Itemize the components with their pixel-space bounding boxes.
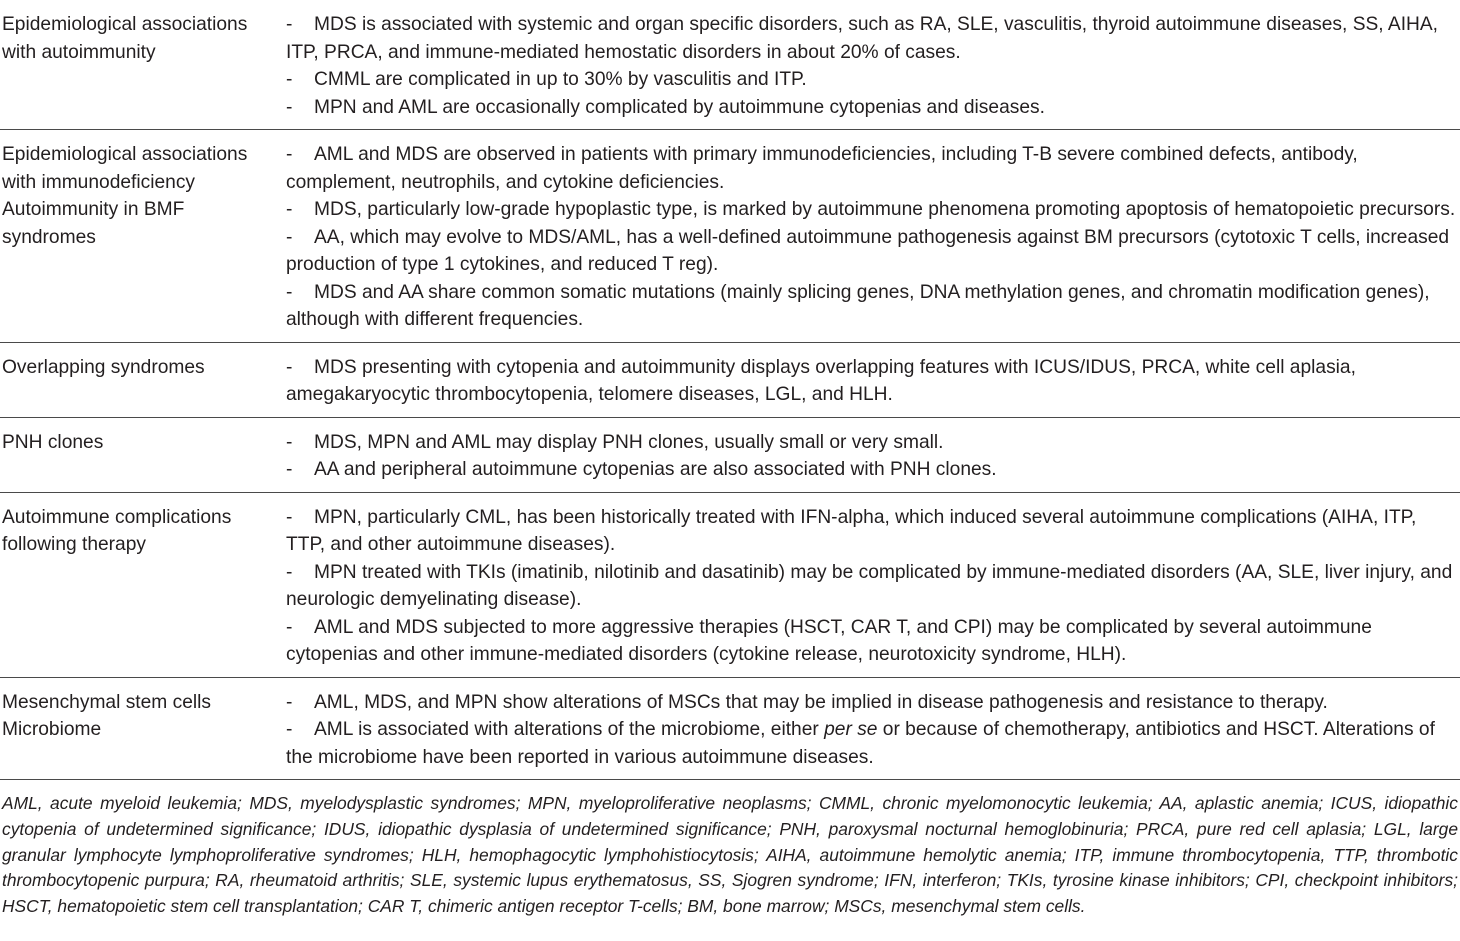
description-cell: [286, 0, 1460, 130]
item-text-end: or because of chemotherapy, antibiotics and HSCT. Alterations of the microbiome have been reported in various autoimmune diseases.: [286, 719, 1435, 768]
table-row: [0, 130, 1460, 343]
category-cell: [0, 342, 286, 417]
bullet-dash: -: [286, 144, 293, 165]
list-item: [286, 94, 1456, 122]
table-row: [0, 0, 1460, 130]
item-text: AML, MDS, and MPN show alterations of MSCs that may be implied in disease pathogenesis and resistance to therapy.: [314, 691, 1328, 713]
bullet-dash: -: [286, 96, 293, 118]
category-line: syndromes: [2, 226, 96, 248]
item-text: AA, which may evolve to MDS/AML, has a well-defined autoimmune pathogenesis against BM precursors (cytotoxic T cells, increased production of type 1 cytokines, and reduced T reg).: [286, 226, 1450, 275]
bullet-dash: -: [286, 431, 293, 453]
table-row: [0, 492, 1460, 677]
bullet-dash: -: [286, 226, 293, 248]
item-text: MDS, MPN and AML may display PNH clones, usually small or very small.: [314, 431, 944, 453]
list-item: [286, 11, 1456, 66]
item-text: MDS, particularly low-grade hypoplastic type, is marked by autoimmune phenomena promoting apoptosis of hematopoietic precursors.: [314, 199, 1456, 220]
bullet-dash: -: [286, 356, 293, 378]
table-row: [0, 342, 1460, 417]
bullet-dash: -: [286, 14, 293, 35]
item-text: AML and MDS are observed in patients with primary immunodeficiencies, including T-B severe combined defects, antibody, complement, neutrophils, and cytokine deficiencies.: [286, 144, 1358, 193]
bullet-dash: -: [286, 561, 293, 583]
category-line: Epidemiological associations: [2, 144, 248, 165]
list-item: [286, 66, 1456, 94]
item-text: MPN and AML are occasionally complicated by autoimmune cytopenias and diseases.: [314, 96, 1045, 118]
description-cell: [286, 677, 1460, 780]
list-item: [286, 716, 1456, 771]
bullet-dash: -: [286, 69, 293, 90]
list-item: [286, 429, 1456, 457]
bullet-dash: -: [286, 506, 293, 528]
category-cell: [0, 0, 286, 130]
list-item: [286, 279, 1456, 334]
description-cell: [286, 342, 1460, 417]
category-line: PNH clones: [2, 431, 104, 453]
category-line: Autoimmune complications: [2, 506, 232, 528]
list-item: [286, 614, 1456, 669]
category-line: Mesenchymal stem cells: [2, 691, 211, 713]
item-text: MPN, particularly CML, has been historically treated with IFN-alpha, which induced several autoimmune complications (AIHA, ITP, TTP, and other autoimmune diseases).: [286, 506, 1417, 555]
category-cell: [0, 417, 286, 492]
item-text: MDS presenting with cytopenia and autoimmunity displays overlapping features with ICUS/IDUS, PRCA, white cell aplasia, amegakaryocytic thrombocytopenia, telomere diseases, LGL, and HLH.: [286, 356, 1356, 405]
item-text-start: AML is associated with alterations of the microbiome, either: [314, 719, 825, 740]
description-cell: [286, 492, 1460, 677]
item-text: MDS and AA share common somatic mutations (mainly splicing genes, DNA methylation genes, and chromatin modification genes), although with different frequencies.: [286, 281, 1430, 330]
table-row: [0, 417, 1460, 492]
category-line: following therapy: [2, 534, 146, 555]
item-text: MPN treated with TKIs (imatinib, nilotinib and dasatinib) may be complicated by immune-mediated disorders (AA, SLE, liver injury, and neurologic demyelinating disease).: [286, 561, 1453, 610]
bullet-dash: -: [286, 459, 293, 480]
bullet-dash: -: [286, 691, 293, 713]
category-line: Microbiome: [2, 719, 102, 740]
item-text: CMML are complicated in up to 30% by vasculitis and ITP.: [314, 69, 807, 90]
bullet-dash: -: [286, 281, 293, 303]
bullet-dash: -: [286, 199, 293, 220]
item-text: AA and peripheral autoimmune cytopenias are also associated with PNH clones.: [314, 459, 997, 480]
bullet-dash: -: [286, 616, 293, 638]
category-line: Epidemiological associations: [2, 14, 248, 35]
bullet-dash: -: [286, 719, 293, 740]
list-item: [286, 456, 1456, 484]
category-cell: [0, 677, 286, 780]
table-footnote: AML, acute myeloid leukemia; MDS, myelodysplastic syndromes; MPN, myeloproliferative neoplasms; CMML, chronic myelomonocytic leukemia; AA, aplastic anemia; ICUS, idiopathic cytopenia of undetermined significance; IDUS, idiopathic dysplasia of undetermined significance; PNH, paroxysmal nocturnal hemoglobinuria; PRCA, pure red cell aplasia; LGL, large granular lymphocyte lymphoproliferative syndromes; HLH, hemophagocytic lymphohistiocytosis; AIHA, autoimmune hemolytic anemia; ITP, immune thrombocytopenia, TTP, thrombotic thrombocytopenic purpura; RA, rheumatoid arthritis; SLE, systemic lupus erythematosus, SS, Sjogren syndrome; IFN, interferon; TKIs, tyrosine kinase inhibitors; CPI, checkpoint inhibitors; HSCT, hematopoietic stem cell transplantation; CAR T, chimeric antigen receptor T-cells; BM, bone marrow; MSCs, mesenchymal stem cells.: [2, 793, 1458, 917]
item-text: MDS is associated with systemic and organ specific disorders, such as RA, SLE, vasculitis, thyroid autoimmune diseases, SS, AIHA, ITP, PRCA, and immune-mediated hemostatic disorders in about 20% of cases.: [286, 14, 1439, 63]
list-item: [286, 196, 1456, 224]
list-item: [286, 559, 1456, 614]
item-text-emphasis: per se: [824, 719, 878, 740]
category-line: Overlapping syndromes: [2, 356, 205, 378]
list-item: [286, 141, 1456, 196]
item-text: AML and MDS subjected to more aggressive therapies (HSCT, CAR T, and CPI) may be complicated by several autoimmune cytopenias and other immune-mediated disorders (cytokine release, neurotoxicity syndrome, HLH).: [286, 616, 1372, 665]
table-row: [0, 677, 1460, 780]
category-line: with immunodeficiency: [2, 171, 196, 193]
list-item: [286, 504, 1456, 559]
description-cell: [286, 130, 1460, 343]
list-item: [286, 689, 1456, 717]
description-cell: [286, 417, 1460, 492]
list-item: [286, 224, 1456, 279]
category-line: with autoimmunity: [2, 41, 156, 63]
category-cell: [0, 130, 286, 343]
list-item: [286, 354, 1456, 409]
category-cell: [0, 492, 286, 677]
category-line: Autoimmunity in BMF: [2, 199, 185, 220]
